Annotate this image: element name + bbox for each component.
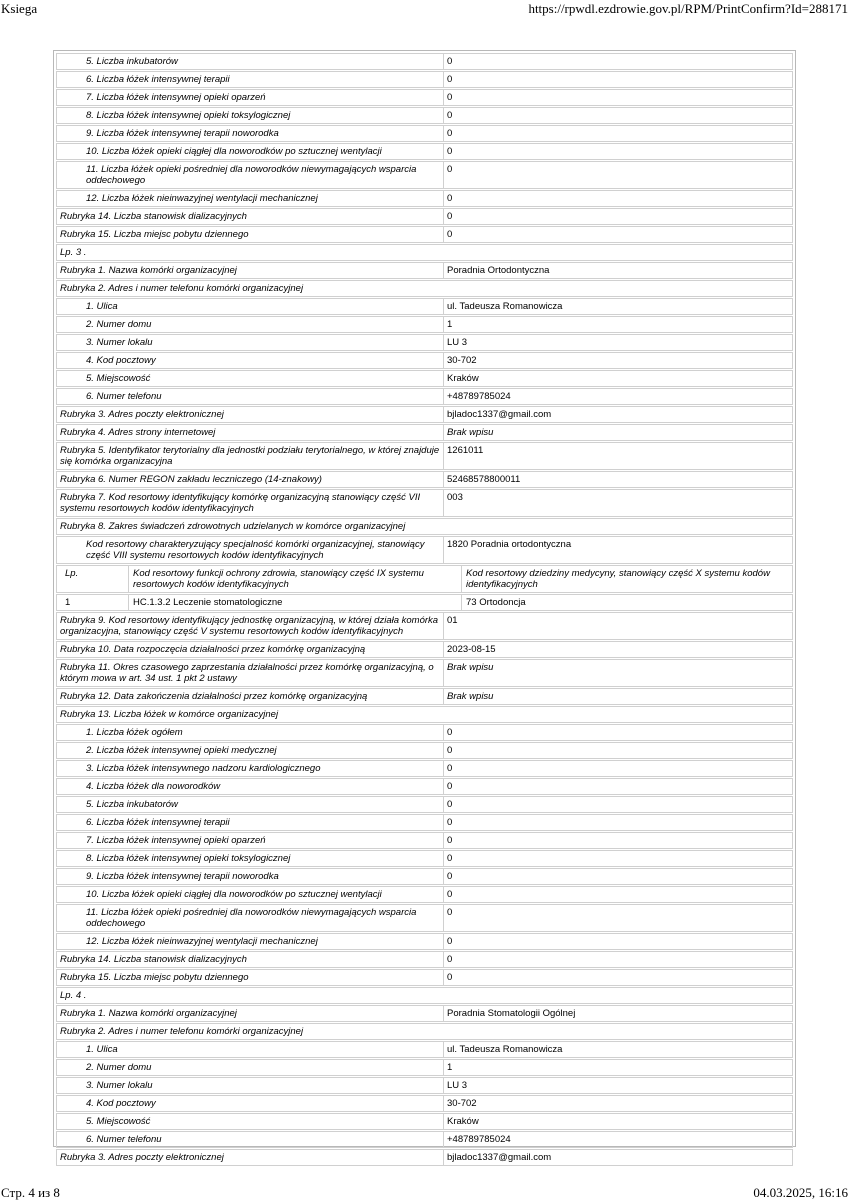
field-value: 0 — [447, 907, 453, 918]
table-row — [56, 208, 793, 225]
field-value: 30-702 — [447, 1098, 477, 1109]
field-label: 10. Liczba łóżek opieki ciągłej dla noworodków po sztucznej wentylacji — [86, 146, 382, 157]
field-label: 1. Ulica — [86, 301, 118, 312]
column-divider — [443, 191, 444, 206]
table-row — [56, 1023, 793, 1040]
field-label: Rubryka 7. Kod resortowy identyfikujący komórkę organizacyjną stanowiący część VII systemu resortowych kodów identyfikacyjnych — [60, 492, 421, 514]
field-value: 0 — [447, 889, 453, 900]
column-divider — [443, 317, 444, 332]
table-row — [56, 832, 793, 849]
field-label: Rubryka 14. Liczba stanowisk dializacyjnych — [60, 211, 247, 222]
table-row — [56, 161, 793, 189]
table-row — [56, 280, 793, 297]
field-label: 10. Liczba łóżek opieki ciągłej dla noworodków po sztucznej wentylacji — [86, 889, 382, 900]
column-divider — [443, 1006, 444, 1021]
column-divider — [443, 335, 444, 350]
column-divider — [443, 443, 444, 469]
column-divider — [443, 1060, 444, 1075]
table-row — [56, 406, 793, 423]
table-row — [56, 933, 793, 950]
column-divider — [443, 1042, 444, 1057]
table-row — [56, 688, 793, 705]
field-label: Rubryka 9. Kod resortowy identyfikujący jednostkę organizacyjną, w której działa komórka organizacyjna, stanowiący część V systemu resortowych kodów identyfikacyjnych — [60, 615, 439, 637]
table-row — [56, 778, 793, 795]
field-value: 0 — [447, 954, 453, 965]
field-label: 5. Miejscowość — [86, 1116, 151, 1127]
field-label: Kod resortowy charakteryzujący specjalność komórki organizacyjnej, stanowiący część VIII systemu resortowych kodów identyfikacyjnych — [86, 539, 425, 561]
table-row — [56, 724, 793, 741]
table-row — [56, 424, 793, 441]
table-row — [56, 814, 793, 831]
field-label: 12. Liczba łóżek nieinwazyjnej wentylacji mechanicznej — [86, 193, 318, 204]
field-value: Kraków — [447, 373, 479, 384]
column-divider — [443, 1096, 444, 1111]
field-label: Rubryka 8. Zakres świadczeń zdrowotnych udzielanych w komórce organizacyjnej — [60, 521, 406, 532]
field-label: Rubryka 3. Adres poczty elektronicznej — [60, 409, 224, 420]
column-divider — [443, 537, 444, 563]
field-label: 5. Liczba inkubatorów — [86, 56, 178, 67]
column-divider — [443, 905, 444, 931]
field-label: 7. Liczba łóżek intensywnej opieki oparzeń — [86, 835, 266, 846]
column-divider — [443, 660, 444, 686]
field-value: 52468578800011 — [447, 474, 521, 485]
field-value: 1 — [447, 1062, 453, 1073]
table-row — [56, 316, 793, 333]
column-divider — [443, 1078, 444, 1093]
column-divider — [443, 743, 444, 758]
field-label: 8. Liczba łóżek intensywnej opieki toksylogicznej — [86, 853, 291, 864]
table-row — [56, 904, 793, 932]
print-timestamp: 04.03.2025, 16:16 — [753, 1185, 848, 1200]
field-label: 12. Liczba łóżek nieinwazyjnej wentylacji mechanicznej — [86, 936, 318, 947]
table-row — [56, 388, 793, 405]
field-value: 0 — [447, 74, 453, 85]
browser-print-header-title: Ksiega — [1, 1, 38, 16]
field-label: Rubryka 4. Adres strony internetowej — [60, 427, 216, 438]
column-divider — [128, 595, 129, 610]
table-row — [56, 518, 793, 535]
column-divider — [443, 209, 444, 224]
column-divider — [461, 595, 462, 610]
column-divider — [443, 490, 444, 516]
field-label: Rubryka 15. Liczba miejsc pobytu dziennego — [60, 229, 249, 240]
field-value: 0 — [447, 871, 453, 882]
field-value: Poradnia Ortodontyczna — [447, 265, 550, 276]
field-value: 2023-08-15 — [447, 644, 496, 655]
column-divider — [443, 72, 444, 87]
column-divider — [443, 761, 444, 776]
field-value: Poradnia Stomatologii Ogólnej — [447, 1008, 576, 1019]
column-divider — [443, 263, 444, 278]
field-value: Kraków — [447, 1116, 479, 1127]
table-row — [56, 951, 793, 968]
field-value: 0 — [447, 817, 453, 828]
column-divider — [443, 833, 444, 848]
registry-record-table — [53, 50, 796, 1163]
field-label: 11. Liczba łóżek opieki pośredniej dla noworodków niewymagających wsparcia oddechowego — [86, 164, 417, 186]
field-value: 0 — [447, 146, 453, 157]
column-divider — [443, 371, 444, 386]
field-label: 6. Numer telefonu — [86, 391, 162, 402]
field-label: 9. Liczba łóżek intensywnej terapii noworodka — [86, 871, 279, 882]
field-label: Rubryka 11. Okres czasowego zaprzestania działalności przez komórkę organizacyjną, o którym mowa w art. 34 ust. 1 pkt 2 ustawy — [60, 662, 434, 684]
page-number: Стр. 4 из 8 — [1, 1185, 60, 1200]
field-label: Rubryka 2. Adres i numer telefonu komórki organizacyjnej — [60, 283, 304, 294]
field-value: 0 — [447, 727, 453, 738]
table-row — [56, 868, 793, 885]
table-row — [56, 536, 793, 564]
field-value: +48789785024 — [447, 1134, 511, 1145]
table-row — [56, 442, 793, 470]
field-label: 1. Liczba łóżek ogółem — [86, 727, 183, 738]
table-row — [56, 760, 793, 777]
table-row — [56, 1113, 793, 1130]
column-divider — [443, 1132, 444, 1147]
column-divider — [443, 299, 444, 314]
table-row — [56, 71, 793, 88]
function-code: HC.1.3.2 Leczenie stomatologiczne — [133, 597, 283, 608]
table-row — [56, 641, 793, 658]
field-label: Rubryka 2. Adres i numer telefonu komórki organizacyjnej — [60, 1026, 304, 1037]
field-label: Rubryka 6. Numer REGON zakładu leczniczego (14-znakowy) — [60, 474, 322, 485]
column-divider — [443, 779, 444, 794]
table-row — [56, 796, 793, 813]
column-divider — [443, 1150, 444, 1165]
table-subrow — [56, 594, 793, 611]
table-row — [56, 352, 793, 369]
field-value: +48789785024 — [447, 391, 511, 402]
table-row — [56, 89, 793, 106]
medical-field-code: 73 Ortodoncja — [466, 597, 526, 608]
row-number: Lp. — [65, 568, 79, 579]
field-label: 7. Liczba łóżek intensywnej opieki oparzeń — [86, 92, 266, 103]
table-row — [56, 125, 793, 142]
field-value: LU 3 — [447, 337, 468, 348]
field-value: 0 — [447, 92, 453, 103]
field-value: LU 3 — [447, 1080, 468, 1091]
field-label: 3. Numer lokalu — [86, 1080, 153, 1091]
table-row — [56, 850, 793, 867]
table-row — [56, 886, 793, 903]
field-value: Brak wpisu — [447, 662, 494, 673]
table-row — [56, 244, 793, 261]
column-divider — [443, 952, 444, 967]
column-divider — [443, 689, 444, 704]
field-label: 4. Kod pocztowy — [86, 355, 156, 366]
field-label: 5. Liczba inkubatorów — [86, 799, 178, 810]
field-label: 4. Liczba łóżek dla noworodków — [86, 781, 221, 792]
table-row — [56, 1077, 793, 1094]
browser-print-header-url: https://rpwdl.ezdrowie.gov.pl/RPM/PrintConfirm?Id=288171 — [528, 1, 848, 16]
column-divider — [461, 566, 462, 592]
field-label: 2. Liczba łóżek intensywnej opieki medycznej — [86, 745, 277, 756]
field-label: 2. Numer domu — [86, 319, 152, 330]
field-label: Rubryka 5. Identyfikator terytorialny dla jednostki podziału terytorialnego, w której znajduje się komórka organizacyjna — [60, 445, 440, 467]
column-divider — [443, 725, 444, 740]
field-label: Rubryka 10. Data rozpoczęcia działalności przez komórkę organizacyjną — [60, 644, 366, 655]
field-label: 6. Numer telefonu — [86, 1134, 162, 1145]
column-divider — [128, 566, 129, 592]
table-row — [56, 1041, 793, 1058]
column-divider — [443, 934, 444, 949]
table-row — [56, 190, 793, 207]
field-label: Rubryka 1. Nazwa komórki organizacyjnej — [60, 265, 237, 276]
field-value: 1 — [447, 319, 453, 330]
table-row — [56, 1059, 793, 1076]
field-value: bjladoc1337@gmail.com — [447, 1152, 552, 1163]
field-label: Lp. 4 . — [60, 990, 87, 1001]
field-label: 8. Liczba łóżek intensywnej opieki toksylogicznej — [86, 110, 291, 121]
table-row — [56, 969, 793, 986]
table-row — [56, 107, 793, 124]
table-row — [56, 334, 793, 351]
field-value: 0 — [447, 763, 453, 774]
table-subrow — [56, 565, 793, 593]
column-divider — [443, 126, 444, 141]
field-label: Rubryka 12. Data zakończenia działalności przez komórkę organizacyjną — [60, 691, 368, 702]
table-row — [56, 370, 793, 387]
column-divider — [443, 642, 444, 657]
field-label: Rubryka 14. Liczba stanowisk dializacyjnych — [60, 954, 247, 965]
table-row — [56, 987, 793, 1004]
field-label: 3. Numer lokalu — [86, 337, 153, 348]
field-value: 0 — [447, 229, 453, 240]
column-divider — [443, 389, 444, 404]
field-label: Rubryka 1. Nazwa komórki organizacyjnej — [60, 1008, 237, 1019]
column-divider — [443, 613, 444, 639]
column-divider — [443, 162, 444, 188]
table-row — [56, 742, 793, 759]
field-value: 0 — [447, 128, 453, 139]
table-row — [56, 143, 793, 160]
column-divider — [443, 227, 444, 242]
table-row — [56, 659, 793, 687]
row-number: 1 — [65, 597, 71, 608]
field-value: Brak wpisu — [447, 691, 494, 702]
field-value: 003 — [447, 492, 463, 503]
column-divider — [443, 54, 444, 69]
column-divider — [443, 472, 444, 487]
field-value: 1820 Poradnia ortodontyczna — [447, 539, 572, 550]
column-divider — [443, 970, 444, 985]
field-value: Brak wpisu — [447, 427, 494, 438]
field-label: 11. Liczba łóżek opieki pośredniej dla noworodków niewymagających wsparcia oddechowego — [86, 907, 417, 929]
field-value: 0 — [447, 835, 453, 846]
column-divider — [443, 90, 444, 105]
field-value: 0 — [447, 853, 453, 864]
column-divider — [443, 108, 444, 123]
column-divider — [443, 851, 444, 866]
field-label: 2. Numer domu — [86, 1062, 152, 1073]
field-value: 0 — [447, 211, 453, 222]
table-row — [56, 262, 793, 279]
table-row — [56, 489, 793, 517]
column-divider — [443, 144, 444, 159]
column-divider — [443, 353, 444, 368]
field-value: 0 — [447, 56, 453, 67]
column-divider — [443, 425, 444, 440]
field-label: Rubryka 13. Liczba łóżek w komórce organizacyjnej — [60, 709, 279, 720]
field-value: 0 — [447, 936, 453, 947]
field-label: Lp. 3 . — [60, 247, 87, 258]
field-label: 3. Liczba łóżek intensywnego nadzoru kardiologicznego — [86, 763, 321, 774]
field-label: 4. Kod pocztowy — [86, 1098, 156, 1109]
table-row — [56, 1005, 793, 1022]
field-value: 01 — [447, 615, 458, 626]
column-divider — [443, 407, 444, 422]
table-row — [56, 706, 793, 723]
function-code: Kod resortowy funkcji ochrony zdrowia, stanowiący część IX systemu resortowych kodów identyfikacyjnych — [133, 568, 424, 590]
field-value: 0 — [447, 193, 453, 204]
field-label: Rubryka 15. Liczba miejsc pobytu dziennego — [60, 972, 249, 983]
field-value: 0 — [447, 799, 453, 810]
field-label: 5. Miejscowość — [86, 373, 151, 384]
field-label: Rubryka 3. Adres poczty elektronicznej — [60, 1152, 224, 1163]
table-row — [56, 1095, 793, 1112]
field-label: 6. Liczba łóżek intensywnej terapii — [86, 817, 230, 828]
field-value: ul. Tadeusza Romanowicza — [447, 301, 563, 312]
table-row — [56, 1149, 793, 1166]
table-row — [56, 226, 793, 243]
field-value: ul. Tadeusza Romanowicza — [447, 1044, 563, 1055]
table-row — [56, 471, 793, 488]
field-label: 9. Liczba łóżek intensywnej terapii noworodka — [86, 128, 279, 139]
field-value: 0 — [447, 781, 453, 792]
medical-field-code: Kod resortowy dziedziny medycyny, stanowiący część X systemu kodów identyfikacyjnych — [466, 568, 770, 590]
table-row — [56, 1131, 793, 1148]
column-divider — [443, 869, 444, 884]
field-value: 30-702 — [447, 355, 477, 366]
field-label: 6. Liczba łóżek intensywnej terapii — [86, 74, 230, 85]
field-label: 1. Ulica — [86, 1044, 118, 1055]
column-divider — [443, 887, 444, 902]
table-row — [56, 53, 793, 70]
field-value: 0 — [447, 164, 453, 175]
field-value: 0 — [447, 110, 453, 121]
field-value: 1261011 — [447, 445, 484, 456]
field-value: 0 — [447, 745, 453, 756]
table-row — [56, 298, 793, 315]
table-row — [56, 612, 793, 640]
field-value: 0 — [447, 972, 453, 983]
column-divider — [443, 1114, 444, 1129]
column-divider — [443, 797, 444, 812]
column-divider — [443, 815, 444, 830]
field-value: bjladoc1337@gmail.com — [447, 409, 552, 420]
